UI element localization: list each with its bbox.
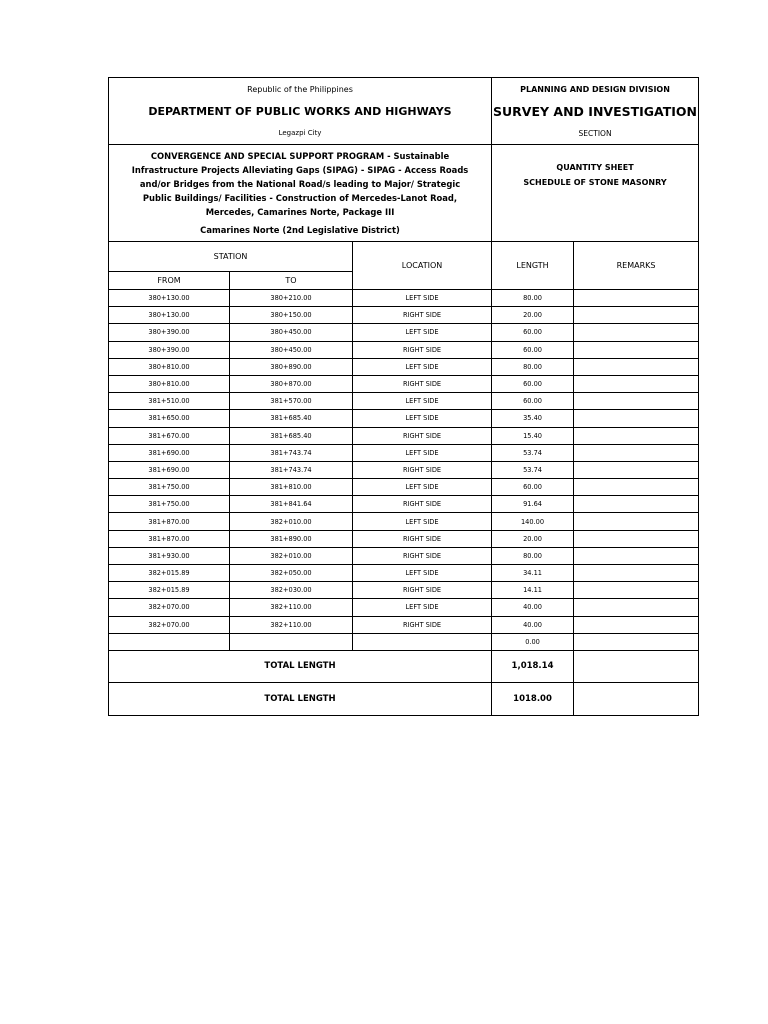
project-line: and/or Bridges from the National Road/s leading to Major/ Strategic [139, 179, 461, 189]
cell-location: LEFT SIDE [353, 358, 492, 375]
quantity-sheet [108, 77, 698, 716]
cell-to: 381+841.64 [230, 496, 353, 513]
cell-length: 14.11 [492, 582, 574, 599]
from-header: FROM [109, 272, 230, 290]
cell-length: 40.00 [492, 616, 574, 633]
table-row [109, 444, 699, 461]
cell-to: 380+450.00 [230, 324, 353, 341]
cell-length: 140.00 [492, 513, 574, 530]
cell-to [230, 633, 353, 650]
cell-to: 382+110.00 [230, 616, 353, 633]
cell-to: 380+210.00 [230, 290, 353, 307]
project-line: Public Buildings/ Facilities - Construction of Mercedes-Lanot Road, [142, 193, 458, 203]
cell-length: 60.00 [492, 375, 574, 392]
cell-from: 381+870.00 [109, 513, 230, 530]
cell-remarks [574, 530, 699, 547]
total-label: TOTAL LENGTH [109, 682, 492, 715]
cell-length: 60.00 [492, 393, 574, 410]
cell-from: 380+390.00 [109, 324, 230, 341]
table-row [109, 513, 699, 530]
cell-location: LEFT SIDE [353, 410, 492, 427]
cell-length: 80.00 [492, 358, 574, 375]
cell-location: LEFT SIDE [353, 565, 492, 582]
table-row [109, 479, 699, 496]
cell-from: 380+810.00 [109, 375, 230, 392]
table-row [109, 427, 699, 444]
cell-from: 381+690.00 [109, 444, 230, 461]
cell-remarks [574, 324, 699, 341]
city-label: Legazpi City [109, 122, 492, 145]
table-row [109, 461, 699, 478]
cell-from: 381+930.00 [109, 547, 230, 564]
project-line: Infrastructure Projects Alleviating Gaps (SIPAG) - SIPAG - Access Roads [131, 165, 469, 175]
table-row [109, 599, 699, 616]
cell-to: 382+010.00 [230, 513, 353, 530]
cell-remarks [574, 582, 699, 599]
table-row [109, 616, 699, 633]
total-value: 1018.00 [492, 682, 574, 715]
total-remarks [574, 682, 699, 715]
cell-length: 53.74 [492, 461, 574, 478]
table-row [109, 565, 699, 582]
cell-location: RIGHT SIDE [353, 582, 492, 599]
project-line: Mercedes, Camarines Norte, Package III [205, 207, 395, 217]
table-row [109, 410, 699, 427]
cell-remarks [574, 444, 699, 461]
cell-remarks [574, 547, 699, 564]
table-row [109, 375, 699, 392]
cell-length: 53.74 [492, 444, 574, 461]
cell-location: RIGHT SIDE [353, 461, 492, 478]
cell-remarks [574, 479, 699, 496]
project-line: CONVERGENCE AND SPECIAL SUPPORT PROGRAM - Sustainable [150, 151, 450, 161]
quantity-table [108, 77, 699, 716]
cell-location [353, 633, 492, 650]
table-row [109, 358, 699, 375]
cell-from: 380+390.00 [109, 341, 230, 358]
cell-to: 382+110.00 [230, 599, 353, 616]
cell-location: RIGHT SIDE [353, 375, 492, 392]
cell-remarks [574, 307, 699, 324]
cell-from: 381+750.00 [109, 496, 230, 513]
to-header: TO [230, 272, 353, 290]
department-title: DEPARTMENT OF PUBLIC WORKS AND HIGHWAYS [109, 100, 492, 122]
table-row [109, 341, 699, 358]
total-remarks [574, 650, 699, 682]
cell-from: 382+070.00 [109, 616, 230, 633]
district-label: Camarines Norte (2nd Legislative District) [200, 225, 400, 235]
table-row [109, 633, 699, 650]
length-header: LENGTH [492, 242, 574, 290]
cell-to: 380+890.00 [230, 358, 353, 375]
table-row [109, 324, 699, 341]
cell-remarks [574, 341, 699, 358]
cell-to: 381+570.00 [230, 393, 353, 410]
cell-to: 380+450.00 [230, 341, 353, 358]
location-header: LOCATION [353, 242, 492, 290]
cell-length: 91.64 [492, 496, 574, 513]
cell-to: 381+685.40 [230, 410, 353, 427]
cell-location: RIGHT SIDE [353, 547, 492, 564]
cell-location: LEFT SIDE [353, 599, 492, 616]
cell-from: 382+015.89 [109, 565, 230, 582]
cell-location: LEFT SIDE [353, 393, 492, 410]
remarks-header: REMARKS [574, 242, 699, 290]
cell-location: RIGHT SIDE [353, 616, 492, 633]
cell-remarks [574, 496, 699, 513]
cell-from: 381+650.00 [109, 410, 230, 427]
cell-to: 380+870.00 [230, 375, 353, 392]
cell-from: 381+670.00 [109, 427, 230, 444]
cell-location: RIGHT SIDE [353, 496, 492, 513]
cell-to: 382+010.00 [230, 547, 353, 564]
cell-remarks [574, 427, 699, 444]
cell-from: 380+810.00 [109, 358, 230, 375]
table-row [109, 547, 699, 564]
cell-length: 20.00 [492, 307, 574, 324]
table-row [109, 530, 699, 547]
cell-length: 60.00 [492, 324, 574, 341]
cell-length: 60.00 [492, 479, 574, 496]
cell-remarks [574, 410, 699, 427]
cell-location: LEFT SIDE [353, 290, 492, 307]
cell-location: LEFT SIDE [353, 324, 492, 341]
table-row [109, 393, 699, 410]
cell-length: 80.00 [492, 290, 574, 307]
table-row [109, 582, 699, 599]
cell-to: 380+150.00 [230, 307, 353, 324]
total-value: 1,018.14 [492, 650, 574, 682]
division-label: PLANNING AND DESIGN DIVISION [492, 78, 699, 101]
cell-length: 34.11 [492, 565, 574, 582]
total-row [109, 650, 699, 682]
republic-label: Republic of the Philippines [109, 78, 492, 101]
cell-from: 380+130.00 [109, 290, 230, 307]
cell-to: 381+743.74 [230, 461, 353, 478]
project-description [109, 145, 492, 242]
cell-from: 381+690.00 [109, 461, 230, 478]
cell-remarks [574, 290, 699, 307]
cell-to: 381+890.00 [230, 530, 353, 547]
cell-remarks [574, 358, 699, 375]
cell-length: 20.00 [492, 530, 574, 547]
cell-remarks [574, 599, 699, 616]
cell-from: 380+130.00 [109, 307, 230, 324]
schedule-title: SCHEDULE OF STONE MASONRY [523, 178, 667, 187]
table-row [109, 496, 699, 513]
cell-length: 60.00 [492, 341, 574, 358]
cell-remarks [574, 393, 699, 410]
cell-remarks [574, 375, 699, 392]
cell-to: 381+685.40 [230, 427, 353, 444]
cell-from: 382+070.00 [109, 599, 230, 616]
sheet-title-cell [492, 145, 699, 242]
cell-length: 0.00 [492, 633, 574, 650]
cell-location: RIGHT SIDE [353, 427, 492, 444]
cell-from: 382+015.89 [109, 582, 230, 599]
section-label: SECTION [492, 122, 699, 145]
cell-remarks [574, 513, 699, 530]
cell-from: 381+870.00 [109, 530, 230, 547]
survey-title: SURVEY AND INVESTIGATION [492, 100, 699, 122]
cell-remarks [574, 461, 699, 478]
cell-to: 382+050.00 [230, 565, 353, 582]
total-row [109, 682, 699, 715]
cell-location: LEFT SIDE [353, 479, 492, 496]
cell-length: 15.40 [492, 427, 574, 444]
cell-location: LEFT SIDE [353, 513, 492, 530]
cell-remarks [574, 633, 699, 650]
station-header: STATION [109, 242, 353, 272]
cell-location: LEFT SIDE [353, 444, 492, 461]
cell-length: 40.00 [492, 599, 574, 616]
cell-location: RIGHT SIDE [353, 530, 492, 547]
cell-to: 382+030.00 [230, 582, 353, 599]
cell-length: 80.00 [492, 547, 574, 564]
total-label: TOTAL LENGTH [109, 650, 492, 682]
table-row [109, 290, 699, 307]
cell-from: 381+750.00 [109, 479, 230, 496]
cell-remarks [574, 565, 699, 582]
cell-remarks [574, 616, 699, 633]
cell-from: 381+510.00 [109, 393, 230, 410]
cell-to: 381+810.00 [230, 479, 353, 496]
cell-location: RIGHT SIDE [353, 341, 492, 358]
cell-to: 381+743.74 [230, 444, 353, 461]
table-row [109, 307, 699, 324]
cell-location: RIGHT SIDE [353, 307, 492, 324]
cell-length: 35.40 [492, 410, 574, 427]
sheet-title: QUANTITY SHEET [556, 163, 634, 172]
cell-from [109, 633, 230, 650]
